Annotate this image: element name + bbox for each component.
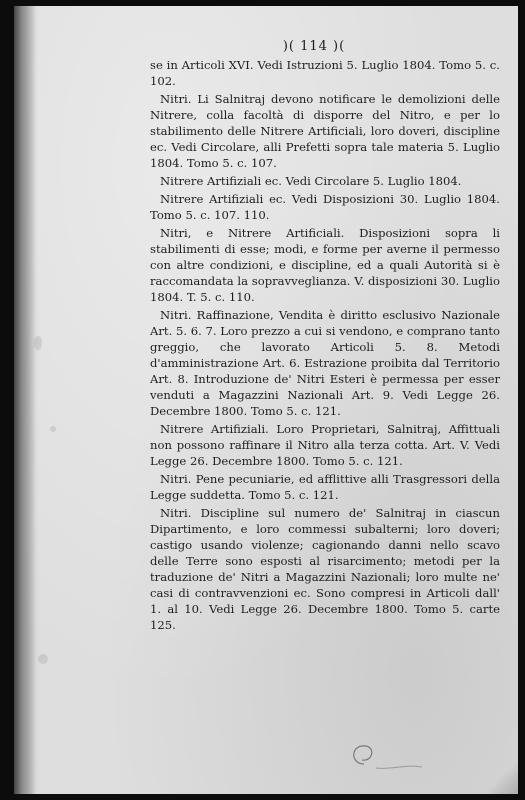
entry-paragraph: Nitri. Li Salnitraj devono notificare le demolizioni delle Nitrere, colla facoltà di disporre del Nitro, e per lo stabilimento delle Nitrere Artificiali, loro doveri, discipline ec. Vedi Circolare, alli Prefetti sopra tale materia 5. Luglio 1804. Tomo 5. c. 107.	[150, 92, 500, 170]
entry-paragraph: Nitrere Artifiziali ec. Vedi Disposizioni 30. Luglio 1804. Tomo 5. c. 107. 110.	[150, 192, 500, 222]
page-text-body	[150, 57, 500, 635]
entry-paragraph: se in Articoli XVI. Vedi Istruzioni 5. Luglio 1804. Tomo 5. c. 102.	[150, 58, 500, 88]
paper-stain	[50, 426, 56, 432]
entry-paragraph: Nitrere Artifiziali ec. Vedi Circolare 5. Luglio 1804.	[160, 174, 462, 188]
entry-paragraph: Nitri. Pene pecuniarie, ed afflittive alli Trasgressori della Legge suddetta. Tomo 5. c. 121.	[150, 472, 500, 502]
entry-paragraph: Nitrere Artifiziali. Loro Proprietari, Salnitraj, Affittuali non possono raffinare il Nitro alla terza cotta. Art. V. Vedi Legge 26. Decembre 1800. Tomo 5. c. 121.	[150, 422, 500, 468]
page-binding-shadow	[14, 6, 36, 794]
page-corner-shadow	[488, 754, 518, 794]
entry-paragraph: Nitri. Discipline sul numero de' Salnitraj in ciascun Dipartimento, e loro commessi subalterni; loro doveri; castigo usando violenze; cagionando danni nello scavo delle Terre sono esposti al risarcimento; metodi per la traduzione de' Nitri a Magazzini Nazionali; loro multe ne' casi di contravvenzioni ec. Sono compresi in Articoli dall' 1. al 10. Vedi Legge 26. Decembre 1800. Tomo 5. carte 125.	[150, 506, 500, 632]
paper-stain	[38, 654, 48, 664]
paper-stain	[34, 336, 42, 350]
entry-paragraph: Nitri, e Nitrere Artificiali. Disposizioni sopra li stabilimenti di esse; modi, e forme per averne il permesso con altre condizioni, e discipline, ed a quali Autorità si è raccomandata la sopravveglianza. V. disposizioni 30. Luglio 1804. T. 5. c. 110.	[150, 226, 500, 304]
page-number: )( 114 )(	[282, 39, 346, 54]
entry-paragraph: Nitri. Raffinazione, Vendita è diritto esclusivo Nazionale Art. 5. 6. 7. Loro prezzo a cui si vendono, e comprano tanto greggio, che lavorato Articoli 5. 8. Metodi d'amministrazione Art. 6. Estrazione proibita dal Territorio Art. 8. Introduzione de' Nitri Esteri è permessa per esser venduti a Magazzini Nazionali Art. 9. Vedi Legge 26. Decembre 1800. Tomo 5. c. 121.	[150, 308, 500, 418]
pencil-scribble-mark	[336, 734, 426, 774]
book-page	[14, 6, 518, 794]
